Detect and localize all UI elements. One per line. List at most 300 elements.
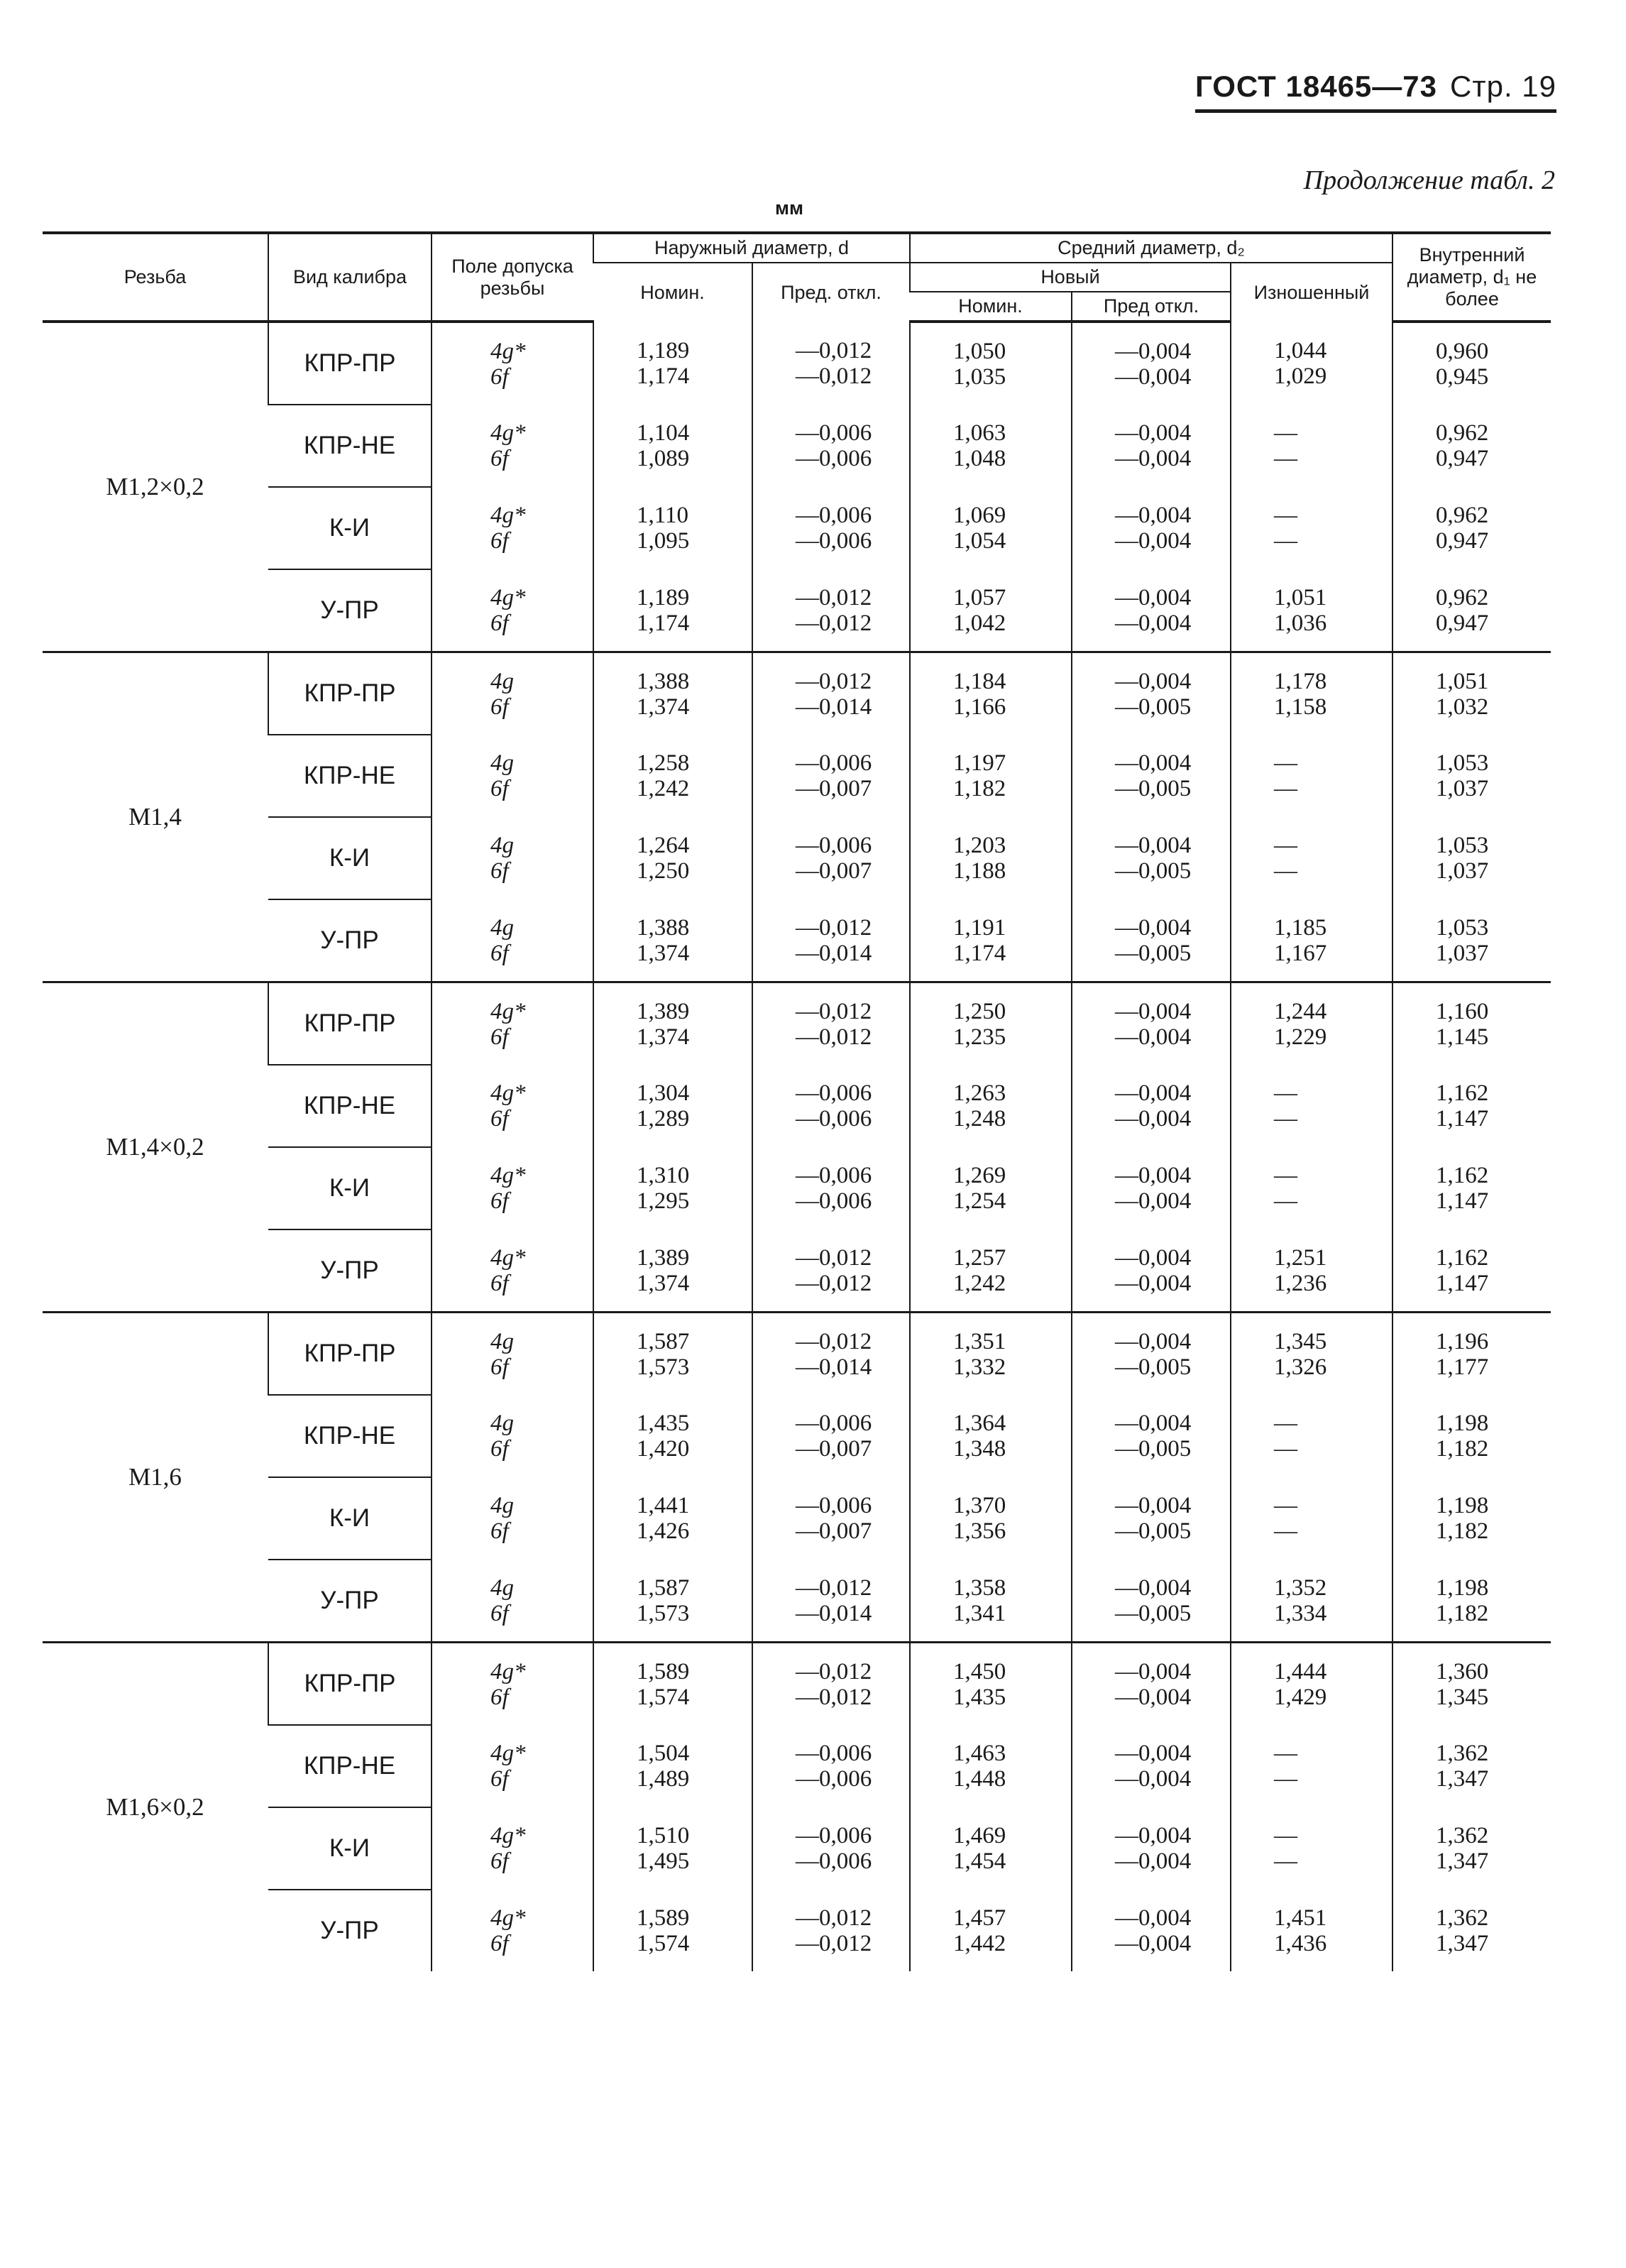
cell-value: — bbox=[1274, 1436, 1297, 1462]
col-inner-diameter: Внутренний диаметр, d₁ не более bbox=[1392, 233, 1551, 322]
cell-value: 1,037 bbox=[1436, 940, 1489, 966]
inner-diameter-cell bbox=[1392, 1065, 1551, 1147]
cell-value: — bbox=[1274, 1106, 1297, 1132]
outer-nominal-cell bbox=[593, 1395, 752, 1477]
gauge-type-cell: КПР-НЕ bbox=[268, 1725, 432, 1807]
cell-value: 1,166 bbox=[953, 694, 1006, 720]
cell-value: —0,006 bbox=[796, 1848, 872, 1875]
mean-deviation-cell bbox=[1072, 1065, 1231, 1147]
worn-cell bbox=[1231, 1807, 1392, 1890]
mean-nominal-cell bbox=[910, 1725, 1072, 1807]
cell-value: 1,264 bbox=[637, 833, 690, 859]
col-mean-nominal: Номин. bbox=[910, 292, 1072, 322]
cell-value: 6f bbox=[490, 1848, 509, 1875]
cell-value: 1,235 bbox=[953, 1024, 1006, 1050]
cell-value: — bbox=[1274, 1848, 1297, 1875]
cell-value: —0,006 bbox=[796, 1080, 872, 1107]
page-header bbox=[1195, 70, 1556, 113]
cell-value: 1,364 bbox=[953, 1410, 1006, 1437]
outer-deviation-cell bbox=[752, 1395, 910, 1477]
gauge-type-cell: К-И bbox=[268, 1807, 432, 1890]
mean-nominal-cell bbox=[910, 1313, 1072, 1396]
outer-nominal-cell bbox=[593, 1065, 752, 1147]
outer-nominal-cell bbox=[593, 899, 752, 982]
col-tolerance: Поле допуска резьбы bbox=[432, 233, 593, 322]
inner-diameter-cell bbox=[1392, 735, 1551, 817]
cell-value: —0,004 bbox=[1115, 584, 1192, 610]
cell-value: 1,174 bbox=[637, 610, 690, 636]
cell-value: 1,032 bbox=[1436, 694, 1489, 720]
cell-value: —0,006 bbox=[796, 1741, 872, 1767]
inner-diameter-cell bbox=[1392, 322, 1551, 405]
cell-value: 1,589 bbox=[637, 1905, 690, 1931]
cell-value: 1,147 bbox=[1436, 1188, 1489, 1215]
cell-value: 6f bbox=[490, 1436, 509, 1462]
col-mean-new: Новый bbox=[910, 263, 1231, 292]
cell-value: 0,945 bbox=[1436, 363, 1489, 390]
cell-value: —0,006 bbox=[796, 1823, 872, 1849]
cell-value: 1,295 bbox=[637, 1188, 690, 1215]
cell-value: 1,289 bbox=[637, 1106, 690, 1132]
cell-value: —0,004 bbox=[1115, 1244, 1192, 1271]
worn-cell bbox=[1231, 1313, 1392, 1396]
cell-value: —0,004 bbox=[1115, 1684, 1192, 1710]
mean-nominal-cell bbox=[910, 569, 1072, 652]
mean-deviation-cell bbox=[1072, 1313, 1231, 1396]
cell-value: 0,947 bbox=[1436, 610, 1489, 636]
gauge-type-cell: У-ПР bbox=[268, 1560, 432, 1643]
outer-nominal-cell bbox=[593, 817, 752, 899]
cell-value: 6f bbox=[490, 363, 509, 390]
worn-cell bbox=[1231, 487, 1392, 569]
mean-nominal-cell bbox=[910, 1065, 1072, 1147]
cell-value: 4g bbox=[490, 1493, 514, 1519]
cell-value: —0,005 bbox=[1115, 1600, 1192, 1626]
cell-value: 1,145 bbox=[1436, 1024, 1489, 1050]
cell-value: 1,057 bbox=[953, 584, 1006, 610]
mean-deviation-cell bbox=[1072, 405, 1231, 487]
mean-nominal-cell bbox=[910, 1560, 1072, 1643]
outer-nominal-cell bbox=[593, 1477, 752, 1560]
worn-cell bbox=[1231, 1890, 1392, 1971]
cell-value: — bbox=[1274, 750, 1297, 777]
cell-value: 1,374 bbox=[637, 940, 690, 966]
cell-value: —0,005 bbox=[1115, 776, 1192, 802]
cell-value: 1,374 bbox=[637, 1024, 690, 1050]
mean-nominal-cell bbox=[910, 405, 1072, 487]
table-row bbox=[43, 652, 1551, 735]
cell-value: —0,004 bbox=[1115, 750, 1192, 777]
cell-value: 1,160 bbox=[1436, 998, 1489, 1024]
cell-value: — bbox=[1274, 1493, 1297, 1519]
cell-value: —0,006 bbox=[796, 420, 872, 447]
cell-value: 1,178 bbox=[1274, 668, 1327, 694]
tolerance-cell bbox=[432, 1725, 593, 1807]
inner-diameter-cell bbox=[1392, 1807, 1551, 1890]
outer-deviation-cell bbox=[752, 652, 910, 735]
cell-value: —0,012 bbox=[796, 363, 872, 389]
cell-value: 1,347 bbox=[1436, 1766, 1489, 1792]
cell-value: 1,374 bbox=[637, 1270, 690, 1296]
mean-nominal-cell bbox=[910, 982, 1072, 1065]
cell-value: —0,004 bbox=[1115, 1328, 1192, 1354]
table-row bbox=[43, 1147, 1551, 1229]
tolerance-cell bbox=[432, 1807, 593, 1890]
cell-value: —0,014 bbox=[796, 1600, 872, 1626]
cell-value: —0,005 bbox=[1115, 858, 1192, 884]
cell-value: 4g* bbox=[490, 584, 526, 610]
cell-value: —0,004 bbox=[1115, 1658, 1192, 1684]
cell-value: —0,007 bbox=[796, 1518, 872, 1545]
cell-value: —0,007 bbox=[796, 1436, 872, 1462]
mean-deviation-cell bbox=[1072, 817, 1231, 899]
cell-value: —0,012 bbox=[796, 1244, 872, 1271]
table-row bbox=[43, 487, 1551, 569]
cell-value: — bbox=[1274, 1188, 1297, 1215]
cell-value: 1,035 bbox=[953, 363, 1006, 390]
cell-value: 1,250 bbox=[637, 858, 690, 884]
mean-deviation-cell bbox=[1072, 1477, 1231, 1560]
mean-deviation-cell bbox=[1072, 322, 1231, 405]
cell-value: 1,174 bbox=[637, 363, 690, 389]
cell-value: —0,004 bbox=[1115, 1080, 1192, 1107]
cell-value: 1,162 bbox=[1436, 1080, 1489, 1107]
mean-deviation-cell bbox=[1072, 1560, 1231, 1643]
outer-deviation-cell bbox=[752, 1313, 910, 1396]
cell-value: —0,004 bbox=[1115, 338, 1192, 364]
table-row bbox=[43, 899, 1551, 982]
cell-value: 1,429 bbox=[1274, 1684, 1327, 1710]
cell-value: —0,004 bbox=[1115, 610, 1192, 636]
cell-value: 1,244 bbox=[1274, 998, 1327, 1024]
cell-value: —0,005 bbox=[1115, 1436, 1192, 1462]
cell-value: —0,012 bbox=[796, 998, 872, 1024]
outer-nominal-cell bbox=[593, 1643, 752, 1726]
cell-value: 1,574 bbox=[637, 1684, 690, 1710]
cell-value: 4g bbox=[490, 1410, 514, 1437]
cell-value: 1,042 bbox=[953, 610, 1006, 636]
cell-value: 1,370 bbox=[953, 1493, 1006, 1519]
outer-deviation-cell bbox=[752, 1147, 910, 1229]
unit-label: мм bbox=[775, 197, 803, 219]
cell-value: —0,005 bbox=[1115, 1354, 1192, 1380]
inner-diameter-cell bbox=[1392, 1229, 1551, 1313]
cell-value: 6f bbox=[490, 1106, 509, 1132]
cell-value: —0,014 bbox=[796, 940, 872, 966]
cell-value: 1,351 bbox=[953, 1328, 1006, 1354]
tolerance-cell bbox=[432, 1560, 593, 1643]
mean-deviation-cell bbox=[1072, 1725, 1231, 1807]
outer-deviation-cell bbox=[752, 405, 910, 487]
worn-cell bbox=[1231, 1643, 1392, 1726]
mean-deviation-cell bbox=[1072, 487, 1231, 569]
cell-value: 1,189 bbox=[637, 584, 690, 610]
worn-cell bbox=[1231, 405, 1392, 487]
worn-cell bbox=[1231, 982, 1392, 1065]
cell-value: 1,454 bbox=[953, 1848, 1006, 1875]
cell-value: 4g* bbox=[490, 1905, 526, 1931]
cell-value: 1,044 bbox=[1274, 337, 1327, 363]
col-thread: Резьба bbox=[43, 233, 268, 322]
cell-value: 1,242 bbox=[953, 1270, 1006, 1296]
cell-value: 1,250 bbox=[953, 998, 1006, 1024]
tolerance-cell bbox=[432, 1313, 593, 1396]
cell-value: —0,006 bbox=[796, 750, 872, 777]
cell-value: 1,435 bbox=[637, 1410, 690, 1437]
cell-value: 1,196 bbox=[1436, 1328, 1489, 1354]
cell-value: 6f bbox=[490, 446, 509, 472]
cell-value: 1,258 bbox=[637, 750, 690, 777]
mean-nominal-cell bbox=[910, 899, 1072, 982]
tolerance-cell bbox=[432, 1147, 593, 1229]
cell-value: 6f bbox=[490, 1766, 509, 1792]
cell-value: —0,006 bbox=[796, 446, 872, 472]
cell-value: 1,345 bbox=[1436, 1684, 1489, 1710]
cell-value: 6f bbox=[490, 694, 509, 720]
gauge-type-cell: У-ПР bbox=[268, 1890, 432, 1971]
tolerance-cell bbox=[432, 569, 593, 652]
cell-value: — bbox=[1274, 1741, 1297, 1767]
table-row bbox=[43, 1229, 1551, 1313]
cell-value: —0,004 bbox=[1115, 1848, 1192, 1875]
mean-deviation-cell bbox=[1072, 982, 1231, 1065]
outer-nominal-cell bbox=[593, 1313, 752, 1396]
cell-value: 1,347 bbox=[1436, 1848, 1489, 1875]
cell-value: 1,197 bbox=[953, 750, 1006, 777]
cell-value: 1,037 bbox=[1436, 858, 1489, 884]
table-row bbox=[43, 982, 1551, 1065]
cell-value: 1,356 bbox=[953, 1518, 1006, 1545]
cell-value: —0,004 bbox=[1115, 1163, 1192, 1189]
cell-value: 1,191 bbox=[953, 914, 1006, 941]
cell-value: 1,036 bbox=[1274, 610, 1327, 636]
outer-deviation-cell bbox=[752, 1643, 910, 1726]
cell-value: 4g* bbox=[490, 338, 526, 364]
cell-value: —0,004 bbox=[1115, 1930, 1192, 1956]
cell-value: 1,182 bbox=[1436, 1518, 1489, 1545]
cell-value: 4g bbox=[490, 833, 514, 859]
cell-value: 1,358 bbox=[953, 1574, 1006, 1601]
gauge-type-cell: К-И bbox=[268, 1147, 432, 1229]
cell-value: 6f bbox=[490, 1024, 509, 1050]
outer-nominal-cell bbox=[593, 652, 752, 735]
cell-value: —0,004 bbox=[1115, 1766, 1192, 1792]
table-row bbox=[43, 1890, 1551, 1971]
cell-value: —0,006 bbox=[796, 1493, 872, 1519]
tolerance-cell bbox=[432, 1643, 593, 1726]
mean-deviation-cell bbox=[1072, 569, 1231, 652]
cell-value: 1,029 bbox=[1274, 363, 1327, 389]
cell-value: 1,436 bbox=[1274, 1930, 1327, 1956]
table-row bbox=[43, 1643, 1551, 1726]
cell-value: — bbox=[1274, 1823, 1297, 1849]
thread-designation: М1,6×0,2 bbox=[43, 1643, 268, 1972]
cell-value: —0,012 bbox=[796, 337, 872, 363]
cell-value: 1,448 bbox=[953, 1766, 1006, 1792]
outer-deviation-cell bbox=[752, 982, 910, 1065]
cell-value: 1,362 bbox=[1436, 1823, 1489, 1849]
inner-diameter-cell bbox=[1392, 405, 1551, 487]
gauge-type-cell: К-И bbox=[268, 487, 432, 569]
outer-deviation-cell bbox=[752, 1560, 910, 1643]
worn-cell bbox=[1231, 735, 1392, 817]
cell-value: 1,198 bbox=[1436, 1410, 1489, 1437]
mean-deviation-cell bbox=[1072, 1807, 1231, 1890]
cell-value: 6f bbox=[490, 1684, 509, 1710]
cell-value: 4g* bbox=[490, 1658, 526, 1684]
cell-value: 1,345 bbox=[1274, 1328, 1327, 1354]
cell-value: 1,182 bbox=[1436, 1436, 1489, 1462]
gauge-type-cell: У-ПР bbox=[268, 899, 432, 982]
cell-value: 1,269 bbox=[953, 1163, 1006, 1189]
cell-value: 6f bbox=[490, 1188, 509, 1215]
thread-gauge-table bbox=[43, 231, 1551, 1971]
cell-value: 1,185 bbox=[1274, 914, 1327, 941]
mean-deviation-cell bbox=[1072, 899, 1231, 982]
cell-value: 1,198 bbox=[1436, 1574, 1489, 1601]
mean-deviation-cell bbox=[1072, 1229, 1231, 1313]
gauge-type-cell: К-И bbox=[268, 1477, 432, 1560]
cell-value: —0,004 bbox=[1115, 1905, 1192, 1931]
gauge-type-cell: К-И bbox=[268, 817, 432, 899]
table-row bbox=[43, 735, 1551, 817]
table-row bbox=[43, 405, 1551, 487]
cell-value: — bbox=[1274, 776, 1297, 802]
table-row bbox=[43, 1313, 1551, 1396]
cell-value: 1,463 bbox=[953, 1741, 1006, 1767]
cell-value: 1,457 bbox=[953, 1905, 1006, 1931]
cell-value: 1,242 bbox=[637, 776, 690, 802]
worn-cell bbox=[1231, 1560, 1392, 1643]
cell-value: —0,012 bbox=[796, 1328, 872, 1354]
col-outer-diameter: Наружный диаметр, d bbox=[593, 233, 910, 263]
cell-value: 1,182 bbox=[953, 776, 1006, 802]
cell-value: 1,069 bbox=[953, 503, 1006, 529]
cell-value: 1,332 bbox=[953, 1354, 1006, 1380]
cell-value: — bbox=[1274, 1766, 1297, 1792]
mean-nominal-cell bbox=[910, 652, 1072, 735]
cell-value: —0,006 bbox=[796, 1163, 872, 1189]
cell-value: —0,012 bbox=[796, 914, 872, 941]
table-row bbox=[43, 1725, 1551, 1807]
worn-cell bbox=[1231, 322, 1392, 405]
mean-deviation-cell bbox=[1072, 652, 1231, 735]
worn-cell bbox=[1231, 899, 1392, 982]
tolerance-cell bbox=[432, 817, 593, 899]
cell-value: —0,004 bbox=[1115, 1270, 1192, 1296]
cell-value: 0,962 bbox=[1436, 584, 1489, 610]
cell-value: 1,348 bbox=[953, 1436, 1006, 1462]
cell-value: 6f bbox=[490, 1518, 509, 1545]
cell-value: —0,006 bbox=[796, 1410, 872, 1437]
outer-nominal-cell bbox=[593, 1560, 752, 1643]
cell-value: — bbox=[1274, 503, 1297, 529]
cell-value: 4g bbox=[490, 750, 514, 777]
outer-deviation-cell bbox=[752, 899, 910, 982]
outer-nominal-cell bbox=[593, 735, 752, 817]
cell-value: — bbox=[1274, 858, 1297, 884]
cell-value: 1,184 bbox=[953, 668, 1006, 694]
worn-cell bbox=[1231, 1229, 1392, 1313]
cell-value: 1,435 bbox=[953, 1684, 1006, 1710]
worn-cell bbox=[1231, 1065, 1392, 1147]
cell-value: —0,012 bbox=[796, 1574, 872, 1601]
cell-value: — bbox=[1274, 528, 1297, 554]
outer-nominal-cell bbox=[593, 1807, 752, 1890]
cell-value: —0,006 bbox=[796, 1766, 872, 1792]
tolerance-cell bbox=[432, 982, 593, 1065]
cell-value: 1,352 bbox=[1274, 1574, 1327, 1601]
table-row bbox=[43, 1807, 1551, 1890]
cell-value: 1,229 bbox=[1274, 1024, 1327, 1050]
cell-value: 4g bbox=[490, 1574, 514, 1601]
cell-value: —0,004 bbox=[1115, 1106, 1192, 1132]
cell-value: 1,489 bbox=[637, 1766, 690, 1792]
outer-nominal-cell bbox=[593, 569, 752, 652]
mean-nominal-cell bbox=[910, 1477, 1072, 1560]
outer-nominal-cell bbox=[593, 1229, 752, 1313]
cell-value: 1,574 bbox=[637, 1930, 690, 1956]
cell-value: 1,189 bbox=[637, 337, 690, 363]
tolerance-cell bbox=[432, 652, 593, 735]
worn-cell bbox=[1231, 1477, 1392, 1560]
cell-value: 1,236 bbox=[1274, 1270, 1327, 1296]
cell-value: 4g bbox=[490, 668, 514, 694]
tolerance-cell bbox=[432, 735, 593, 817]
cell-value: 1,053 bbox=[1436, 750, 1489, 777]
cell-value: 1,389 bbox=[637, 998, 690, 1024]
gauge-type-cell: КПР-НЕ bbox=[268, 1065, 432, 1147]
standard-number: ГОСТ 18465—73 bbox=[1194, 70, 1438, 103]
inner-diameter-cell bbox=[1392, 487, 1551, 569]
cell-value: —0,006 bbox=[796, 528, 872, 554]
outer-deviation-cell bbox=[752, 735, 910, 817]
cell-value: —0,014 bbox=[796, 1354, 872, 1380]
table-row bbox=[43, 1395, 1551, 1477]
worn-cell bbox=[1231, 1147, 1392, 1229]
cell-value: —0,004 bbox=[1115, 1188, 1192, 1215]
mean-deviation-cell bbox=[1072, 1643, 1231, 1726]
table-body bbox=[43, 322, 1551, 1971]
cell-value: 1,147 bbox=[1436, 1270, 1489, 1296]
cell-value: 1,426 bbox=[637, 1518, 690, 1545]
inner-diameter-cell bbox=[1392, 1395, 1551, 1477]
cell-value: 1,177 bbox=[1436, 1354, 1489, 1380]
tolerance-cell bbox=[432, 899, 593, 982]
cell-value: 1,053 bbox=[1436, 914, 1489, 941]
cell-value: 1,162 bbox=[1436, 1163, 1489, 1189]
thread-designation: М1,4×0,2 bbox=[43, 982, 268, 1313]
cell-value: 4g* bbox=[490, 503, 526, 529]
cell-value: —0,007 bbox=[796, 858, 872, 884]
col-mean-deviation: Пред откл. bbox=[1072, 292, 1231, 322]
gauge-type-cell: КПР-ПР bbox=[268, 322, 432, 405]
mean-nominal-cell bbox=[910, 1229, 1072, 1313]
gauge-type-cell: КПР-ПР bbox=[268, 982, 432, 1065]
cell-value: —0,004 bbox=[1115, 503, 1192, 529]
page-number: Стр. 19 bbox=[1450, 70, 1556, 103]
cell-value: 1,257 bbox=[953, 1244, 1006, 1271]
cell-value: 1,051 bbox=[1436, 668, 1489, 694]
thread-designation: М1,6 bbox=[43, 1313, 268, 1643]
inner-diameter-cell bbox=[1392, 817, 1551, 899]
outer-deviation-cell bbox=[752, 1890, 910, 1971]
outer-deviation-cell bbox=[752, 1229, 910, 1313]
cell-value: 1,420 bbox=[637, 1436, 690, 1462]
worn-cell bbox=[1231, 1725, 1392, 1807]
cell-value: 1,254 bbox=[953, 1188, 1006, 1215]
cell-value: 1,441 bbox=[637, 1493, 690, 1519]
